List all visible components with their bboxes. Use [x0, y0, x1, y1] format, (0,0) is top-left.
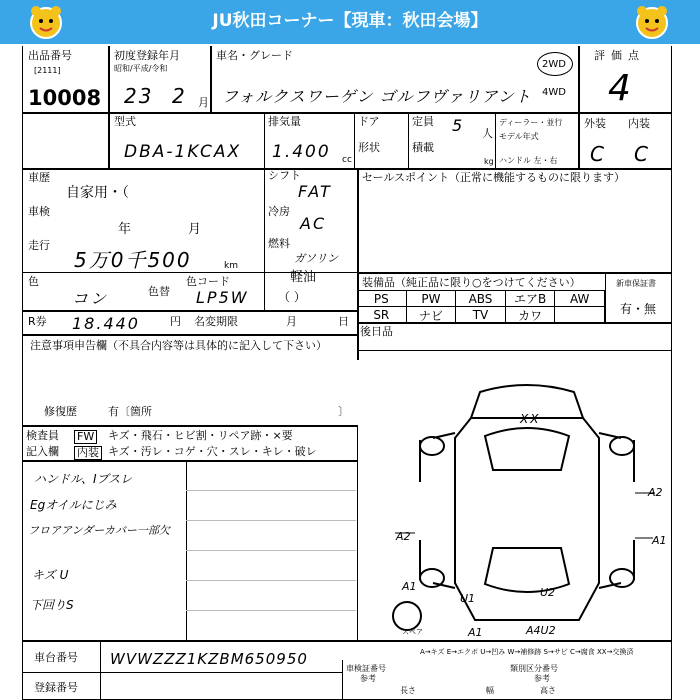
- inspection-label: 車検: [28, 205, 50, 218]
- sales-point-label: セールスポイント（正常に機能するものに限ります）: [362, 171, 626, 184]
- repair-value: 有〔箇所: [108, 405, 152, 418]
- fuel-label: 燃料: [268, 237, 290, 250]
- equipment-sr: SR: [357, 307, 407, 323]
- vin-label: 車台番号: [34, 651, 78, 664]
- equipment-label: 装備品（純正品に限り○をつけてください）: [362, 276, 581, 289]
- equipment-tv: TV: [456, 307, 506, 323]
- type-value: DBA-1KCAX: [124, 142, 242, 162]
- equipment-aw: AW: [555, 291, 605, 307]
- interior-label: 内装: [628, 117, 650, 130]
- load-label: 積載: [412, 141, 434, 154]
- mark-right-front: A2: [648, 486, 663, 499]
- equipment-airbag: エアB: [506, 291, 556, 307]
- score-label: 評価点: [594, 49, 645, 62]
- aircon-value: AC: [300, 214, 327, 233]
- equipment-navi: ナビ: [407, 307, 457, 323]
- interior-value: C: [634, 142, 650, 166]
- model-name: フォルクスワーゲン ゴルフヴァリアント: [222, 87, 532, 106]
- mark-left-front: A2: [396, 530, 411, 543]
- r-price-label: R券: [28, 315, 47, 328]
- entry-items: キズ・汚レ・コゲ・穴・スレ・キレ・破レ: [108, 445, 317, 458]
- use-value: 自家用・（: [66, 185, 129, 201]
- first-reg-label: 初度登録年月: [114, 49, 180, 62]
- exterior-value: C: [590, 142, 606, 166]
- mark-left-rear: A1: [402, 580, 417, 593]
- shift-label: シフト: [268, 169, 301, 182]
- footer-g: 参考: [534, 674, 550, 683]
- aircon-label: 冷房: [268, 205, 290, 218]
- model-year-label: モデル年式: [499, 132, 539, 141]
- capacity-value: 5: [452, 116, 465, 135]
- color-code: LP5W: [196, 288, 249, 307]
- drive-4wd: 4WD: [542, 87, 566, 98]
- exterior-label: 外装: [584, 117, 606, 130]
- color-value: コン: [72, 289, 109, 308]
- inspection-year: 年: [118, 222, 132, 237]
- first-reg-era: 昭和/平成/令和: [114, 64, 168, 73]
- shift-value: FAT: [298, 182, 332, 201]
- lot-sub: [2111]: [34, 66, 61, 75]
- footer-c: 長さ: [400, 686, 416, 695]
- footer-d: 幅: [486, 686, 494, 695]
- equipment-empty: [555, 307, 605, 323]
- warranty-value: 有・無: [620, 302, 657, 316]
- spare-label: スペア: [402, 628, 423, 636]
- inspector-label: 検査員: [26, 429, 59, 442]
- reg-no-label: 登録番号: [34, 681, 78, 694]
- warranty-label: 新車保証書: [616, 279, 656, 288]
- displacement-unit: cc: [342, 155, 352, 165]
- mileage-label: 走行: [28, 239, 50, 252]
- color-code-label: 色コード: [186, 275, 230, 288]
- load-unit: kg: [484, 157, 494, 166]
- equipment-ps: PS: [357, 291, 407, 307]
- equipment-pw: PW: [407, 291, 457, 307]
- mark-center-left: U1: [460, 592, 476, 605]
- use-label: 車歴: [28, 171, 50, 184]
- fuel-gas: ガソリン: [294, 252, 338, 265]
- model-label: 車名・グレード: [216, 49, 293, 62]
- shape-label: 形状: [358, 141, 380, 154]
- color-label: 色: [28, 275, 39, 288]
- name-change-month: 月: [286, 315, 297, 328]
- lot-number: 10008: [28, 86, 102, 110]
- repair-label: 修復歴: [44, 405, 77, 418]
- remark-5: 下回りS: [30, 598, 74, 612]
- lot-label: 出品番号: [28, 49, 72, 62]
- name-change-label: 名変期限: [194, 315, 238, 328]
- score-value: 4: [608, 68, 633, 109]
- r-price-value: 18.440: [72, 314, 140, 333]
- displacement-label: 排気量: [268, 115, 301, 128]
- repair-close: 〕: [338, 405, 349, 418]
- footer-a: 車検証番号: [346, 664, 386, 673]
- type-label: 型式: [114, 115, 136, 128]
- capacity-label: 定員: [412, 115, 434, 128]
- remark-2: Egオイルにじみ: [30, 498, 117, 512]
- first-reg-month: 2: [172, 84, 187, 108]
- remark-1: ハンドル、Iブスレ: [34, 472, 133, 486]
- page-title: JU秋田コーナー【現車：秋田会場】: [212, 11, 488, 31]
- inspector-items: キズ・飛石・ヒビ割・リペア跡・×要: [108, 429, 293, 442]
- mileage-value: 5万0千500: [74, 248, 192, 272]
- doors-label: ドア: [358, 115, 380, 128]
- fuel-other: （ ）: [278, 290, 306, 304]
- diagram-legend: A→キズ E→エクボ U→凹み W→補修跡 S→サビ C→腐食 XX→交換済: [420, 648, 634, 656]
- month-unit: 月: [198, 96, 209, 109]
- notes-label: 注意事項申告欄（不具合内容等は具体的に記入して下さい）: [30, 339, 327, 352]
- entry-sub: 内装: [74, 446, 102, 460]
- inspector-sub: FW: [74, 430, 97, 444]
- remark-4: キズ U: [32, 568, 69, 582]
- name-change-day: 日: [338, 315, 349, 328]
- mileage-unit: km: [224, 261, 238, 271]
- drive-2wd: 2WD: [542, 59, 566, 70]
- mark-center-right: U2: [540, 586, 556, 599]
- capacity-unit: 人: [482, 127, 493, 140]
- dealer-label: ディーラー・並行: [499, 118, 563, 127]
- remark-3: フロアアンダーカバー一部欠: [28, 524, 170, 537]
- footer-f: 類別区分番号: [510, 664, 558, 673]
- rear-seat-label: 後日品: [360, 325, 393, 338]
- equipment-leather: カワ: [506, 307, 556, 323]
- mark-right-rear: A1: [652, 534, 667, 547]
- equipment-abs: ABS: [456, 291, 506, 307]
- footer-e: 高さ: [540, 686, 556, 695]
- inspection-month: 月: [188, 222, 202, 237]
- first-reg-year: 23: [124, 84, 154, 108]
- mark-roof: XX: [520, 412, 541, 426]
- vin-value: WVWZZZ1KZBM650950: [110, 650, 308, 668]
- fuel-diesel: 軽油: [290, 270, 317, 285]
- shade-label: 色替: [148, 285, 170, 298]
- equipment-grid: [357, 290, 605, 323]
- entry-label: 記入欄: [26, 445, 59, 458]
- mark-bottom-a1: A1: [468, 626, 483, 639]
- mark-bottom-a4u2: A4U2: [526, 624, 556, 637]
- r-price-unit: 円: [170, 315, 181, 328]
- displacement-value: 1.400: [272, 142, 331, 162]
- footer-b: 参考: [360, 674, 376, 683]
- handle-label: ハンドル 左・右: [499, 156, 558, 165]
